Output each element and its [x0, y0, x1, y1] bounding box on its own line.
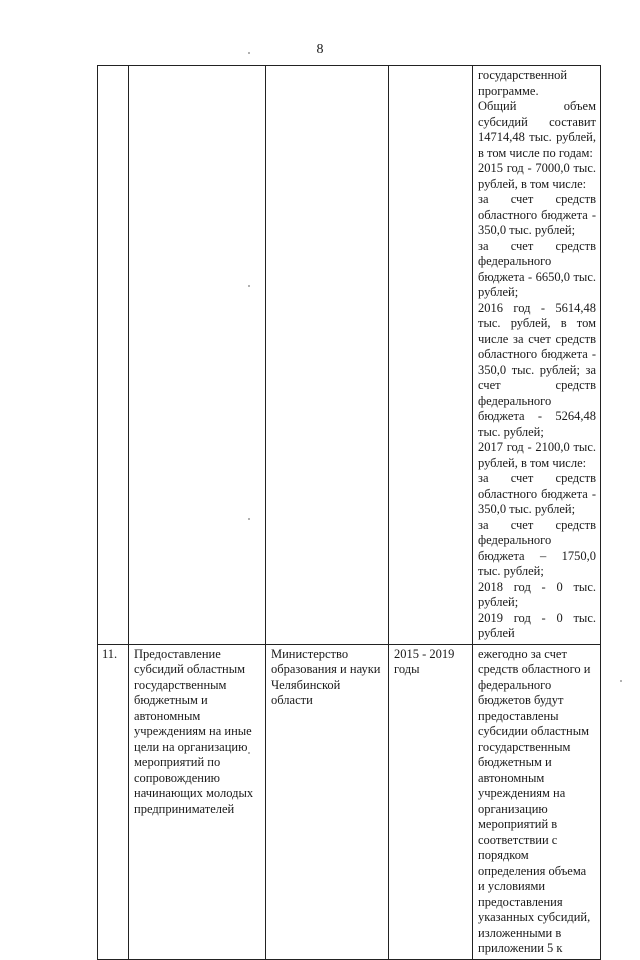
period-cell — [389, 66, 473, 645]
measure-text: Предоставление субсидий областным государственным бюджетным и автономным учреждениям на иные цели на организацию мероприятий по сопровождению начинающих молодых предпринимателей — [134, 646, 254, 816]
row-number: 11. — [102, 646, 118, 661]
result-cell — [473, 66, 601, 645]
scan-speck — [248, 285, 250, 287]
scan-speck — [248, 752, 250, 754]
period-cell — [389, 644, 473, 959]
page-number: 8 — [316, 42, 324, 57]
table-row — [98, 66, 601, 645]
executor-text: Министерство образования и науки Челябинской области — [271, 646, 381, 707]
funding-details-text: государственной программе. Общий объем субсидий составит 14714,48 тыс. рублей, в том числе по годам: 2015 год - 7000,0 тыс. рублей, в том числе: за счет средств областного бюджета - 350,0 тыс. рублей; за счет средств федерального бюджета - 6650,0 тыс. рублей; 2016 год - 5614,48 тыс. рублей, в том числе за счет средств областного бюджета - 350,0 тыс. рублей; за счет средств федерального бюджета - 5264,48 тыс. рублей; 2017 год - 2100,0 тыс. рублей, в том числе: за счет средств областного бюджета - 350,0 тыс. рублей; за счет средств федерального бюджета – 1750,0 тыс. рублей; 2018 год - 0 тыс. рублей; 2019 год - 0 тыс. рублей — [478, 68, 596, 640]
executor-cell — [266, 66, 389, 645]
scan-speck — [248, 52, 250, 54]
measure-cell — [129, 644, 266, 959]
period-text: 2015 - 2019 годы — [394, 646, 455, 676]
measure-cell — [129, 66, 266, 645]
table-row — [98, 644, 601, 959]
program-measures-table — [97, 65, 601, 960]
row-number-cell — [98, 66, 129, 645]
result-cell — [473, 644, 601, 959]
executor-cell — [266, 644, 389, 959]
row-number-cell — [98, 644, 129, 959]
scan-speck — [248, 518, 250, 520]
result-text: ежегодно за счет средств областного и федерального бюджетов будут предоставлены субсидии областным государственным бюджетным и автономным учреждениям на организацию мероприятий в соответствии с порядком определения объема и условиями предоставления указанных субсидий, изложенными в приложении 5 к — [478, 646, 591, 955]
scan-speck — [620, 680, 622, 682]
